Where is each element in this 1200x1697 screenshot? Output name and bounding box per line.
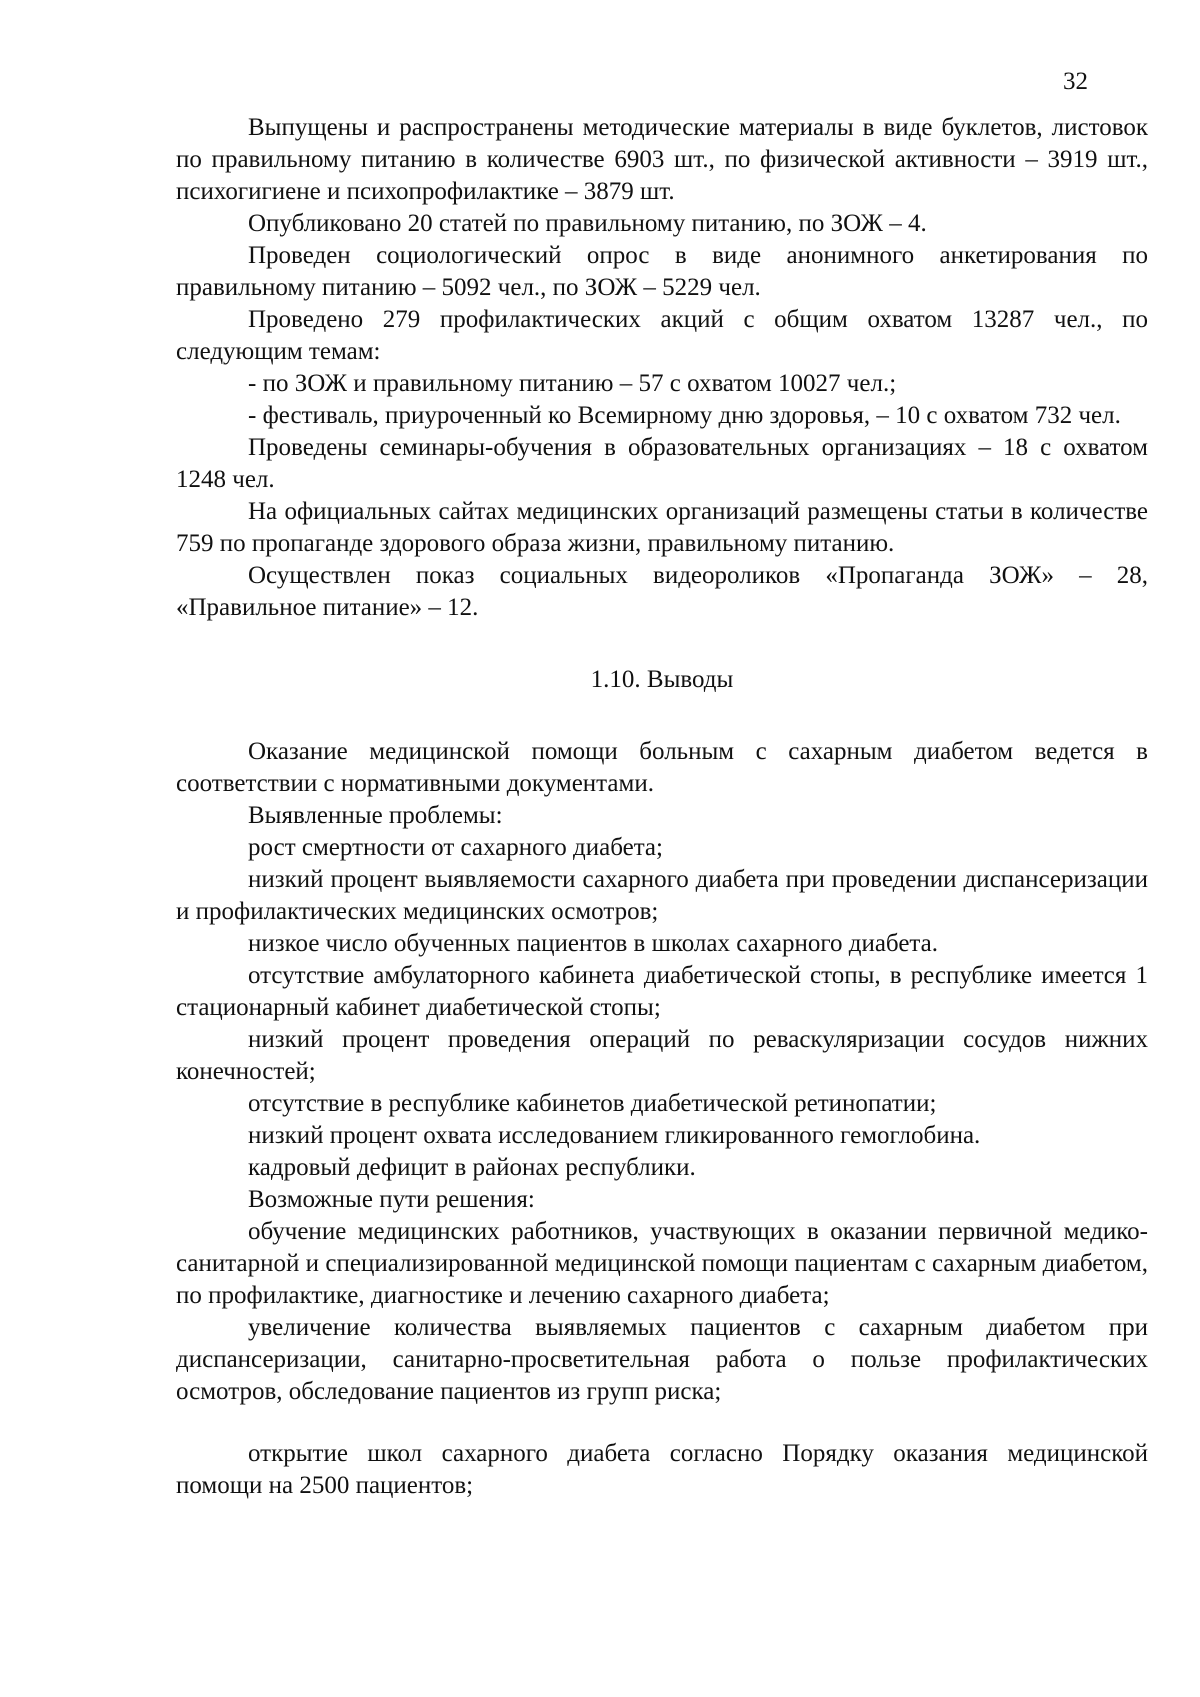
- section-heading: 1.10. Выводы: [590, 666, 734, 693]
- paragraph: Опубликовано 20 статей по правильному питанию, по ЗОЖ – 4.: [248, 210, 927, 237]
- list-item: - по ЗОЖ и правильному питанию – 57 с охватом 10027 чел.;: [248, 370, 897, 397]
- list-item: увеличение количества выявляемых пациентов с сахарным диабетом при диспансеризации, санитарно-просветительная работа о пользе профилактических осмотров, обследование пациентов из групп риска;: [176, 1314, 1148, 1405]
- list-item: - фестиваль, приуроченный ко Всемирному дню здоровья, – 10 с охватом 732 чел.: [248, 402, 1121, 429]
- paragraph: Проведены семинары-обучения в образовательных организациях – 18 с охватом 1248 чел.: [176, 434, 1148, 493]
- list-item: обучение медицинских работников, участвующих в оказании первичной медико-санитарной и специализированной медицинской помощи пациентам с сахарным диабетом, по профилактике, диагностике и лечению сахарного диабета;: [176, 1218, 1148, 1309]
- paragraph: Оказание медицинской помощи больным с сахарным диабетом ведется в соответствии с нормативными документами.: [176, 738, 1148, 797]
- list-item: низкий процент проведения операций по реваскуляризации сосудов нижних конечностей;: [176, 1026, 1148, 1085]
- paragraph: Проведено 279 профилактических акций с общим охватом 13287 чел., по следующим темам:: [176, 306, 1148, 365]
- body-text: [176, 112, 1148, 1502]
- list-item: низкий процент выявляемости сахарного диабета при проведении диспансеризации и профилактических медицинских осмотров;: [176, 866, 1148, 925]
- list-item: кадровый дефицит в районах республики.: [248, 1154, 696, 1181]
- paragraph: Выпущены и распространены методические материалы в виде буклетов, листовок по правильному питанию в количестве 6903 шт., по физической активности – 3919 шт., психогигиене и психопрофилактике – 3879 шт.: [176, 114, 1148, 205]
- list-item: низкое число обученных пациентов в школах сахарного диабета.: [248, 930, 938, 957]
- paragraph: Возможные пути решения:: [248, 1186, 535, 1213]
- list-item: низкий процент охвата исследованием гликированного гемоглобина.: [248, 1122, 981, 1149]
- list-item: отсутствие в республике кабинетов диабетической ретинопатии;: [248, 1090, 937, 1117]
- list-item: отсутствие амбулаторного кабинета диабетической стопы, в республике имеется 1 стационарный кабинет диабетической стопы;: [176, 962, 1148, 1021]
- paragraph: На официальных сайтах медицинских организаций размещены статьи в количестве 759 по пропаганде здорового образа жизни, правильному питанию.: [176, 498, 1148, 557]
- paragraph: Осуществлен показ социальных видеороликов «Пропаганда ЗОЖ» – 28, «Правильное питание» – 12.: [176, 562, 1148, 621]
- paragraph: Проведен социологический опрос в виде анонимного анкетирования по правильному питанию – 5092 чел., по ЗОЖ – 5229 чел.: [176, 242, 1148, 301]
- list-item: рост смертности от сахарного диабета;: [248, 834, 663, 861]
- list-item: открытие школ сахарного диабета согласно Порядку оказания медицинской помощи на 2500 пациентов;: [176, 1440, 1148, 1499]
- paragraph: Выявленные проблемы:: [248, 802, 503, 829]
- page-number: 32: [1063, 68, 1088, 95]
